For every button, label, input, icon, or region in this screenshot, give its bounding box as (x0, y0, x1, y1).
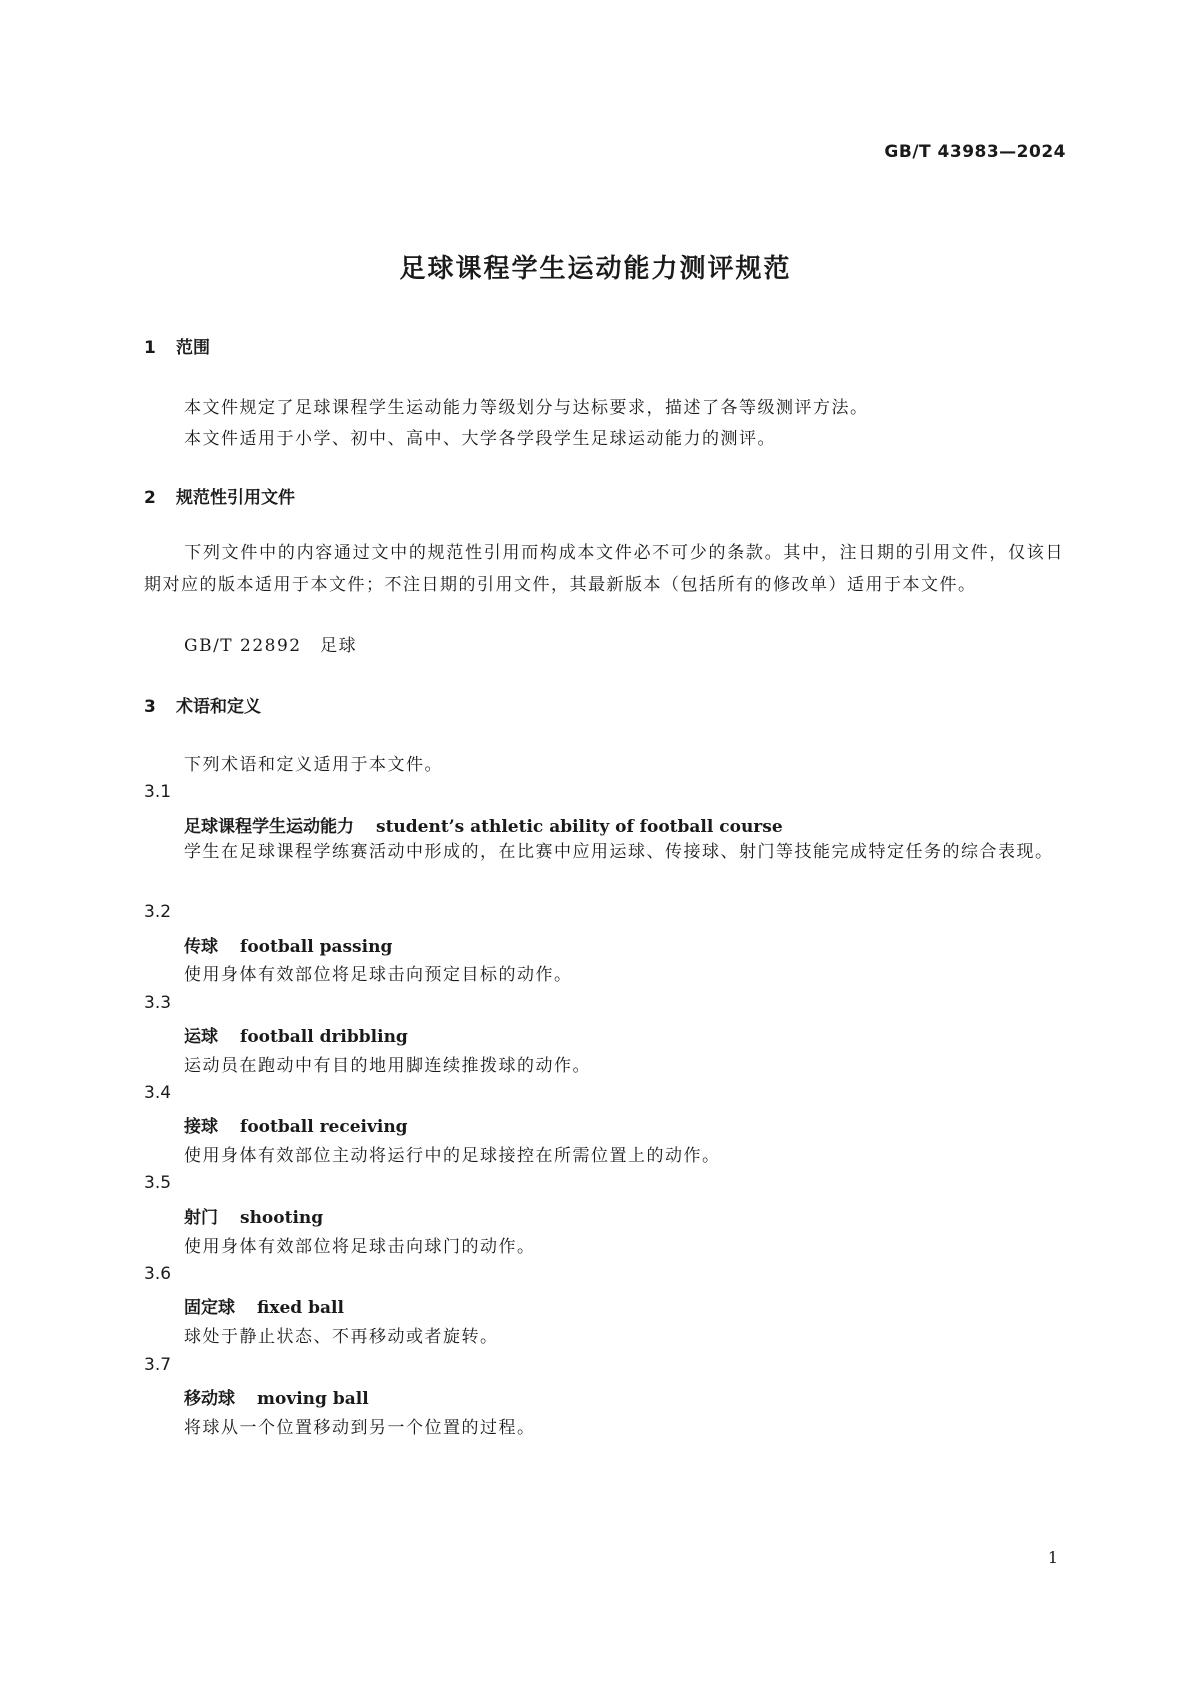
section-number: 2 (144, 488, 156, 508)
term-definition: 运动员在跑动中有目的地用脚连续推拨球的动作。 (184, 1056, 591, 1076)
term-heading (184, 1203, 323, 1228)
term-english: fixed ball (257, 1298, 344, 1318)
term-definition (144, 836, 1064, 868)
term-chinese: 接球 (184, 1117, 218, 1137)
section-2-paragraph-text: 下列文件中的内容通过文中的规范性引用而构成本文件必不可少的条款。其中，注日期的引用文件，仅该日期对应的版本适用于本文件；不注日期的引用文件，其最新版本（包括所有的修改单）适用于本文件。 (144, 543, 1064, 595)
term-english: moving ball (257, 1389, 369, 1409)
term-heading (184, 1112, 408, 1137)
term-english: shooting (240, 1208, 324, 1228)
document-title: 足球课程学生运动能力测评规范 (399, 254, 792, 284)
section-1-paragraph-1: 本文件规定了足球课程学生运动能力等级划分与达标要求，描述了各等级测评方法。 (184, 398, 869, 418)
term-definition: 使用身体有效部位将足球击向球门的动作。 (184, 1237, 536, 1257)
term-number: 3.1 (144, 782, 172, 802)
term-number: 3.3 (144, 993, 172, 1013)
term-english: football passing (240, 937, 393, 957)
section-2-paragraph (144, 537, 1064, 601)
term-definition: 使用身体有效部位主动将运行中的足球接控在所需位置上的动作。 (184, 1146, 721, 1166)
term-heading (184, 932, 392, 957)
term-definition: 将球从一个位置移动到另一个位置的过程。 (184, 1418, 536, 1438)
section-1-paragraph-2: 本文件适用于小学、初中、高中、大学各学段学生足球运动能力的测评。 (184, 429, 776, 449)
section-title: 范围 (176, 338, 210, 358)
term-english: football dribbling (240, 1027, 408, 1047)
section-number: 1 (144, 338, 156, 358)
term-definition-text: 学生在足球课程学练赛活动中形成的，在比赛中应用运球、传接球、射门等技能完成特定任务的综合表现。 (184, 842, 1054, 862)
page-number: 1 (1047, 1548, 1058, 1567)
term-chinese: 移动球 (184, 1389, 235, 1409)
term-number: 3.6 (144, 1264, 172, 1284)
term-chinese: 传球 (184, 937, 218, 957)
normative-reference: GB/T 22892 足球 (184, 636, 358, 656)
term-english: student’s athletic ability of football course (376, 817, 783, 837)
term-number: 3.5 (144, 1173, 172, 1193)
section-number: 3 (144, 697, 156, 717)
section-3-intro: 下列术语和定义适用于本文件。 (184, 755, 443, 775)
term-english: football receiving (240, 1117, 408, 1137)
term-number: 3.4 (144, 1083, 172, 1103)
term-heading (184, 1384, 369, 1409)
term-chinese: 射门 (184, 1208, 218, 1228)
term-definition: 使用身体有效部位将足球击向预定目标的动作。 (184, 965, 573, 985)
term-chinese: 足球课程学生运动能力 (184, 817, 354, 837)
section-title: 规范性引用文件 (176, 488, 295, 508)
term-heading (184, 812, 783, 837)
term-definition: 球处于静止状态、不再移动或者旋转。 (184, 1327, 499, 1347)
term-heading (184, 1022, 408, 1047)
term-chinese: 运球 (184, 1027, 218, 1047)
term-chinese: 固定球 (184, 1298, 235, 1318)
standard-number: GB/T 43983—2024 (884, 142, 1066, 162)
term-number: 3.7 (144, 1355, 172, 1375)
section-3-heading (144, 692, 261, 717)
section-1-heading (144, 333, 210, 358)
term-heading (184, 1293, 344, 1318)
section-title: 术语和定义 (176, 697, 261, 717)
term-number: 3.2 (144, 902, 172, 922)
section-2-heading (144, 483, 295, 508)
